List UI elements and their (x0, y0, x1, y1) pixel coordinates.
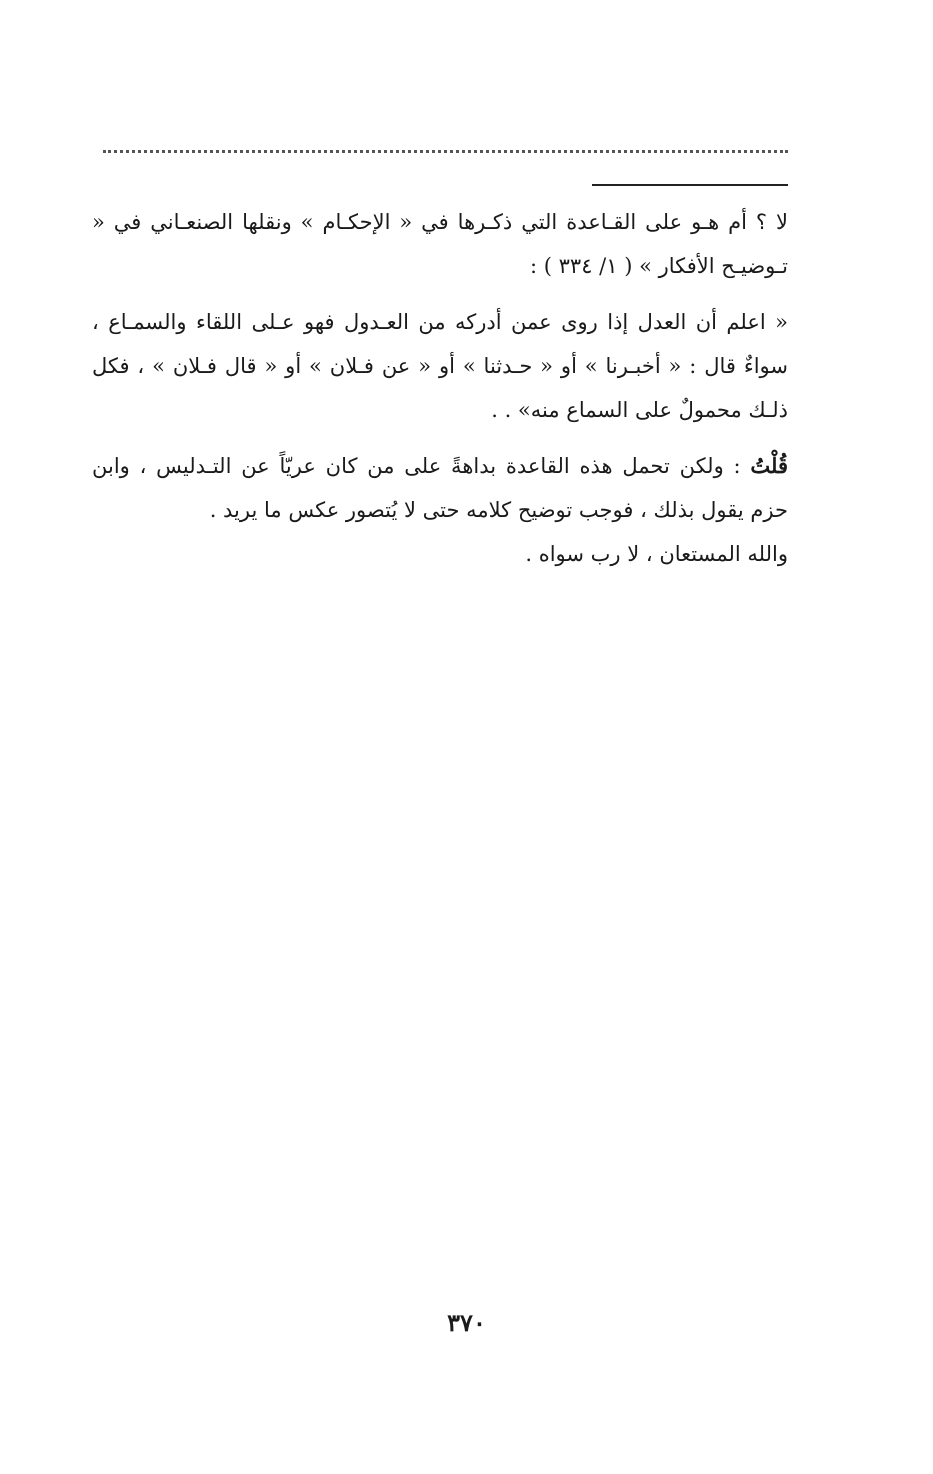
paragraph-quotation-text: « اعلم أن العدل إذا روى عمن أدركه من العـدول فهو عـلى اللقاء والسمـاع ، سواءٌ قال : « أخبـرنا » أو « حـدثنا » أو « عن فـلان » أو « قال فـلان » ، فكل ذلـك محمولٌ على السماع منه» . . (92, 310, 788, 422)
page-number: ٣٧٠ (447, 1308, 486, 1337)
paragraph-commentary-text: : ولكن تحمل هذه القاعدة بداهةً على من كان عريّاً عن التـدليس ، وابن حزم يقول بذلك ، فوجب توضيح كلامه حتى لا يُتصور عكس ما يريد . (92, 454, 788, 522)
footnote-separator-line (592, 184, 788, 186)
paragraph-closing-text: والله المستعان ، لا رب سواه . (525, 542, 788, 566)
paragraph-commentary (92, 444, 788, 532)
footnote-text-block (92, 200, 788, 588)
paragraph-quotation (92, 300, 788, 432)
paragraph-closing (92, 532, 788, 576)
dotted-separator (103, 150, 788, 153)
paragraph-intro-text: لا ؟ أم هـو على القـاعدة التي ذكـرها في « الإحكـام » ونقلها الصنعـاني في « تـوضيـح الأفكار » ( ١/ ٣٣٤ ) : (92, 210, 788, 278)
paragraph-intro (92, 200, 788, 288)
commentary-keyword: قُلْتُ (750, 453, 788, 478)
